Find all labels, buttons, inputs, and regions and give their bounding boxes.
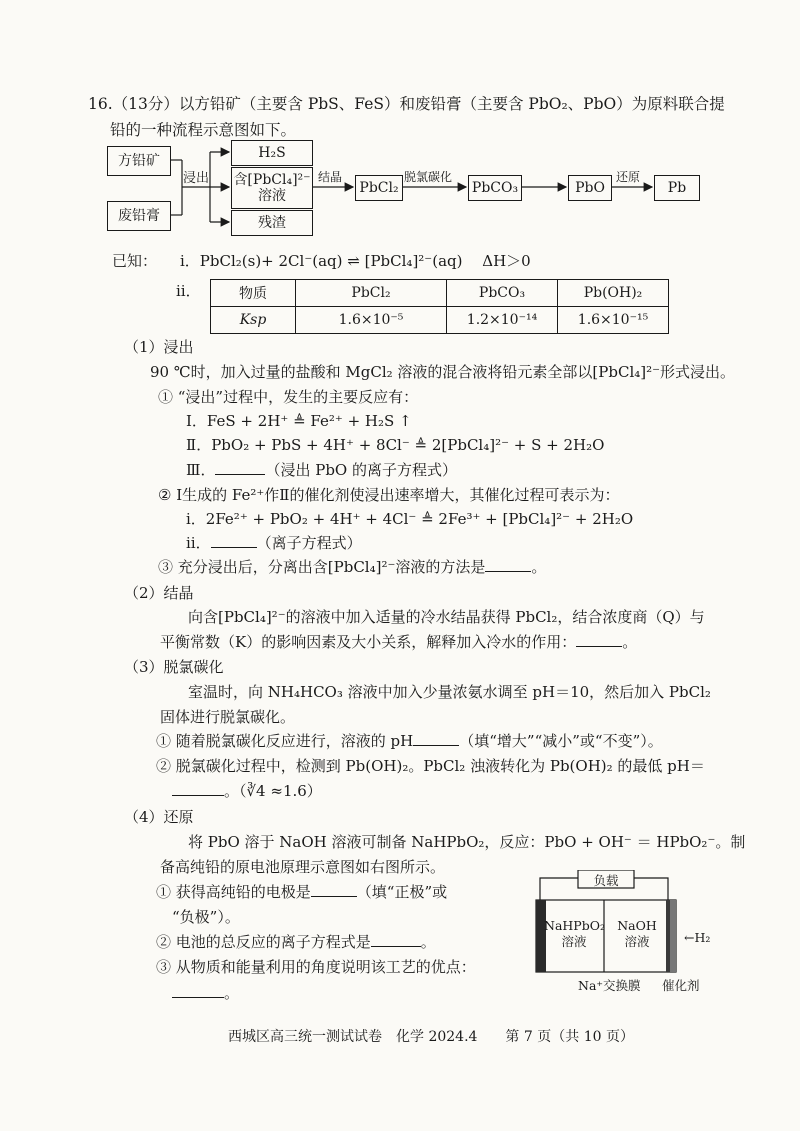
part1-title: （1）浸出 <box>124 338 194 356</box>
table-row <box>211 280 669 307</box>
part2-line1: 向含[PbCl₄]²⁻的溶液中加入适量的冷水结晶获得 PbCl₂，结合浓度商（Q）与 <box>188 608 705 626</box>
question-score: （13分） <box>112 95 179 113</box>
part1-desc: 90 ℃时，加入过量的盐酸和 MgCl₂ 溶液的混合液将铅元素全部以[PbCl₄]²⁻形式浸出。 <box>150 363 736 381</box>
part1-c2-suffix: （离子方程式） <box>256 534 362 552</box>
part4-q1-prefix: ① 获得高纯铅的电极是 <box>156 883 311 901</box>
part1-r3-prefix: Ⅲ． <box>186 461 216 479</box>
part1-c2 <box>186 532 362 553</box>
flow-step-leach: 浸出 <box>183 171 210 186</box>
answer-blank[interactable] <box>211 533 257 548</box>
answer-blank[interactable] <box>311 882 357 897</box>
flow-residue-box: 残渣 <box>231 210 313 236</box>
flow-step-crystal: 结晶 <box>318 170 343 184</box>
table-header: PbCl₂ <box>296 280 447 307</box>
part4-q2-suffix: 。 <box>420 933 436 951</box>
part3-q1-prefix: ① 随着脱氯碳化反应进行，溶液的 pH <box>156 732 414 750</box>
part1-c1: ⅰ．2Fe²⁺ + PbO₂ + 4H⁺ + 4Cl⁻ ≜ 2Fe³⁺ + [PbCl₄]²⁻ + 2H₂O <box>186 510 634 528</box>
page-footer: 西城区高三统一测试试卷 化学 2024.4 第 7 页（共 10 页） <box>228 1029 634 1045</box>
part1-q1: ① “浸出”过程中，发生的主要反应有： <box>158 388 419 406</box>
cell-h2-label: ←H₂ <box>684 930 711 945</box>
part1-q3-suffix: 。 <box>531 558 547 576</box>
part1-r2: Ⅱ．PbO₂ + PbS + 4H⁺ + 8Cl⁻ ≜ 2[PbCl₄]²⁻ + S + 2H₂O <box>186 436 605 454</box>
part3-q2-hint: 。（∛4 ≈1.6） <box>224 782 322 800</box>
answer-blank[interactable] <box>371 932 421 947</box>
part4-line2: 备高纯铅的原电池原理示意图如右图所示。 <box>160 858 446 876</box>
flow-pb-box: Pb <box>654 175 700 201</box>
table-cell: 1.6×10⁻¹⁵ <box>558 307 669 334</box>
flow-h2s-box: H₂S <box>231 140 313 166</box>
ksp-table <box>210 279 669 334</box>
part4-q3-end: 。 <box>224 984 240 1002</box>
part2-line2 <box>160 631 637 652</box>
part4-q1-suffix: （填“正极”或 <box>356 883 448 901</box>
answer-blank[interactable] <box>485 557 531 572</box>
part4-q1 <box>156 881 447 902</box>
part4-q3: ③ 从物质和能量利用的角度说明该工艺的优点： <box>156 958 476 976</box>
part2-title: （2）结晶 <box>124 584 194 602</box>
answer-blank[interactable] <box>172 983 224 998</box>
part4-q2-prefix: ② 电池的总反应的离子方程式是 <box>156 933 371 951</box>
part3-line1: 室温时，向 NH₄HCO₃ 溶液中加入少量浓氨水调至 pH＝10，然后加入 PbCl₂ <box>188 683 711 701</box>
part2-line2-prefix: 平衡常数（K）的影响因素及大小关系，解释加入冷水的作用： <box>160 633 577 651</box>
part2-line2-suffix: 。 <box>622 633 638 651</box>
table-row <box>211 307 669 334</box>
part4-q3-line2 <box>172 982 239 1003</box>
cell-membrane-label: Na⁺交换膜 <box>578 978 641 993</box>
flow-step-dechlor: 脱氯碳化 <box>404 170 453 184</box>
flow-pbco3-box: PbCO₃ <box>468 175 522 201</box>
part1-r1: Ⅰ．FeS + 2H⁺ ≜ Fe²⁺ + H₂S ↑ <box>186 412 412 430</box>
flow-solution-line1: 含[PbCl₄]²⁻ <box>233 171 311 188</box>
part3-title: （3）脱氯碳化 <box>124 658 224 676</box>
flow-lead-paste-box: 废铅膏 <box>107 201 171 231</box>
table-header: Pb(OH)₂ <box>558 280 669 307</box>
question-number: 16. <box>88 95 113 113</box>
part1-r3-suffix: （浸出 PbO 的离子方程式） <box>265 461 457 479</box>
answer-blank[interactable] <box>215 460 265 475</box>
table-header: 物质 <box>211 280 296 307</box>
part4-line1: 将 PbO 溶于 NaOH 溶液可制备 NaHPbO₂，反应：PbO + OH⁻ ＝ HPbO₂⁻。制 <box>188 833 746 851</box>
cell-left-solution <box>544 918 604 951</box>
part1-q3 <box>158 556 546 577</box>
cell-catalyst-label: 催化剂 <box>662 978 700 993</box>
cell-load-label: 负载 <box>593 873 619 888</box>
part4-q2 <box>156 931 436 952</box>
table-cell: 1.2×10⁻¹⁴ <box>447 307 558 334</box>
cell-right-line2: 溶液 <box>624 934 650 950</box>
flow-step-reduce: 还原 <box>616 170 641 184</box>
table-row-label: Ksp <box>211 307 296 334</box>
flow-pbo-box: PbO <box>568 175 612 201</box>
intro-text: 以方铅矿（主要含 PbS、FeS）和废铅膏（主要含 PbO₂、PbO）为原料联合提 <box>178 95 725 113</box>
table-header: PbCO₃ <box>447 280 558 307</box>
answer-blank[interactable] <box>172 781 224 796</box>
part3-q1-suffix: （填“增大”“减小”或“不变”）。 <box>459 732 663 750</box>
part3-q2: ② 脱氯碳化过程中，检测到 Pb(OH)₂。PbCl₂ 浊液转化为 Pb(OH)₂ 的最低 pH＝ <box>156 757 705 775</box>
part1-q2: ② Ⅰ生成的 Fe²⁺作Ⅱ的催化剂使浸出速率增大，其催化过程可表示为： <box>158 486 620 504</box>
part4-q1-line2: “负极”）。 <box>172 908 240 926</box>
part3-q2-line2 <box>172 780 322 801</box>
known-item1: ⅰ．PbCl₂(s)+ 2Cl⁻(aq) ⇌ [PbCl₄]²⁻(aq) ΔH＞0 <box>180 252 531 270</box>
part3-q1 <box>156 730 663 751</box>
flow-pbcl2-box: PbCl₂ <box>355 175 403 201</box>
flow-solution-line2: 溶液 <box>258 188 286 204</box>
answer-blank[interactable] <box>576 632 622 647</box>
table-cell: 1.6×10⁻⁵ <box>296 307 447 334</box>
part3-line2: 固体进行脱氯碳化。 <box>160 708 296 726</box>
question-intro-line2: 铅的一种流程示意图如下。 <box>110 121 297 139</box>
part1-q3-prefix: ③ 充分浸出后，分离出含[PbCl₄]²⁻溶液的方法是 <box>158 558 486 576</box>
answer-blank[interactable] <box>413 731 459 746</box>
part1-c2-prefix: ⅱ． <box>186 534 211 552</box>
cell-right-solution <box>608 918 666 951</box>
cell-right-line1: NaOH <box>617 918 657 933</box>
known-label: 已知： <box>112 252 158 270</box>
flow-galena-box: 方铅矿 <box>107 146 171 176</box>
flow-solution-box <box>231 167 313 209</box>
part4-title: （4）还原 <box>124 808 194 826</box>
cell-left-line2: 溶液 <box>561 934 587 950</box>
cell-left-line1: NaHPbO₂ <box>544 918 605 933</box>
known-item2-label: ⅱ． <box>176 282 201 300</box>
part1-r3 <box>186 459 457 480</box>
